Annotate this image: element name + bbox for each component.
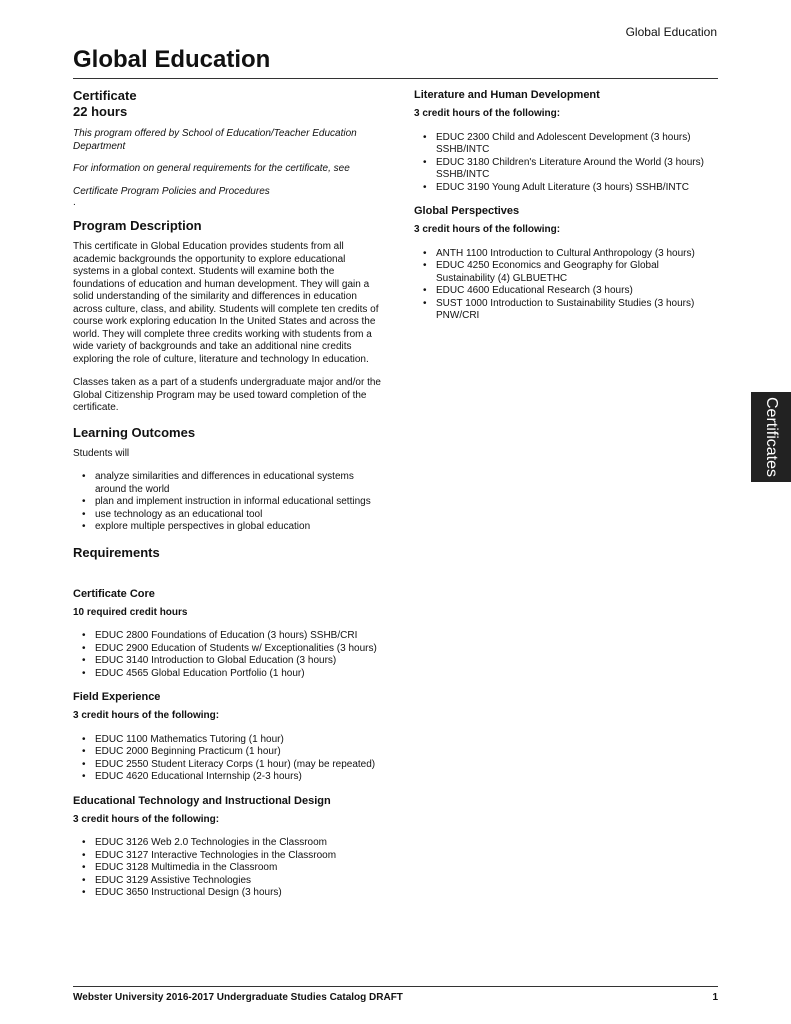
program-description-para1: This certificate in Global Education provides students from all academic backgrounds the opportunity to explore educational systems in a global context. Students will examine both the foundations of education and human development. They will gain a solid understanding of the similarity and differences in education across culture, class, and ability. Students will complete ten credits of course work exploring education In the United States and across the world. They will complete three credits working with students from a wide variety of backgrounds and take an additional nine credits exploring the role of culture, literature and technology In education. [73, 241, 379, 365]
ed-tech-list [73, 837, 381, 900]
list-item: • EDUC 3140 Introduction to Global Education (3 hours) [95, 655, 381, 668]
list-item: • EDUC 2900 Education of Students w/ Exceptionalities (3 hours) [95, 643, 381, 656]
literature-heading: Literature and Human Development [414, 89, 600, 101]
list-item: • EDUC 3129 Assistive Technologies [95, 875, 381, 888]
program-description-para2: Classes taken as a part of a studenfs undergraduate major and/or the Global Citizenship Program may be used toward completion of the certificate. [73, 377, 381, 413]
list-item: • EDUC 2000 Beginning Practicum (1 hour) [95, 746, 381, 759]
learning-outcomes-heading: Learning Outcomes [73, 424, 196, 440]
list-item: • EDUC 1100 Mathematics Tutoring (1 hour) [95, 734, 381, 747]
trailing-dot: . [73, 197, 76, 208]
policies-link[interactable]: Certificate Program Policies and Procedures [73, 186, 270, 197]
field-experience-note: 3 credit hours of the following: [73, 710, 220, 721]
ed-tech-heading: Educational Technology and Instructional Design [73, 794, 331, 807]
side-tab-label: Certificates [763, 396, 780, 478]
list-item: • EDUC 2550 Student Literacy Corps (1 hour) (may be repeated) [95, 759, 381, 772]
list-item: • EDUC 3127 Interactive Technologies in the Classroom [95, 850, 381, 863]
literature-note: 3 credit hours of the following: [414, 108, 561, 119]
certificate-label: Certificate [73, 88, 137, 103]
list-item: • ANTH 1100 Introduction to Cultural Anthropology (3 hours) [436, 248, 719, 261]
left-column [73, 88, 381, 900]
field-experience-heading: Field Experience [73, 691, 161, 703]
footer-divider [73, 986, 718, 987]
list-item: • EDUC 2800 Foundations of Education (3 hours) SSHB/CRI [95, 630, 381, 643]
certificate-core-list [73, 630, 381, 680]
list-item: • use technology as an educational tool [95, 509, 381, 522]
page-footer [73, 992, 718, 1003]
offered-by-note: This program offered by School of Education/Teacher Education Department [73, 128, 357, 152]
list-item: • EDUC 4250 Economics and Geography for Global Sustainability (4) GLBUETHC [436, 260, 719, 285]
field-experience-list [73, 734, 381, 784]
page-title: Global Education [73, 46, 271, 73]
header-divider [73, 78, 718, 79]
list-item: • EDUC 4565 Global Education Portfolio (1 hour) [95, 668, 381, 681]
info-text: For information on general requirements for the certificate, see [73, 163, 350, 174]
list-item: • EDUC 2300 Child and Adolescent Development (3 hours) SSHB/INTC [436, 132, 719, 157]
list-item: • plan and implement instruction in informal educational settings [95, 496, 381, 509]
certificate-core-note: 10 required credit hours [73, 606, 188, 618]
global-perspectives-list [414, 248, 719, 323]
page-number: 1 [712, 992, 718, 1003]
certificate-hours: 22 hours [73, 104, 128, 119]
right-column [414, 88, 719, 323]
list-item: • SUST 1000 Introduction to Sustainability Studies (3 hours) PNW/CRI [436, 298, 719, 323]
list-item: • EDUC 3128 Multimedia in the Classroom [95, 862, 381, 875]
requirements-heading: Requirements [73, 544, 160, 560]
learning-outcomes-list [73, 471, 381, 534]
list-item: • EDUC 3126 Web 2.0 Technologies in the Classroom [95, 837, 381, 850]
list-item: • EDUC 3650 Instructional Design (3 hours) [95, 887, 381, 900]
footer-text: Webster University 2016-2017 Undergraduate Studies Catalog DRAFT [73, 992, 403, 1003]
list-item: • EDUC 4600 Educational Research (3 hours) [436, 285, 719, 298]
list-item: • analyze similarities and differences in educational systems around the world [95, 471, 381, 496]
list-item: • EDUC 4620 Educational Internship (2-3 hours) [95, 771, 381, 784]
running-head: Global Education [625, 25, 717, 39]
list-item: • explore multiple perspectives in global education [95, 521, 381, 534]
learning-outcomes-intro: Students will [73, 447, 130, 459]
literature-list [414, 132, 719, 195]
global-perspectives-heading: Global Perspectives [414, 205, 520, 217]
certificate-core-heading: Certificate Core [73, 587, 155, 600]
program-description-heading: Program Description [73, 218, 202, 233]
list-item: • EDUC 3180 Children's Literature Around the World (3 hours) SSHB/INTC [436, 157, 719, 182]
section-side-tab[interactable] [751, 392, 791, 482]
list-item: • EDUC 3190 Young Adult Literature (3 hours) SSHB/INTC [436, 182, 719, 195]
ed-tech-note: 3 credit hours of the following: [73, 813, 220, 825]
global-perspectives-note: 3 credit hours of the following: [414, 224, 561, 235]
